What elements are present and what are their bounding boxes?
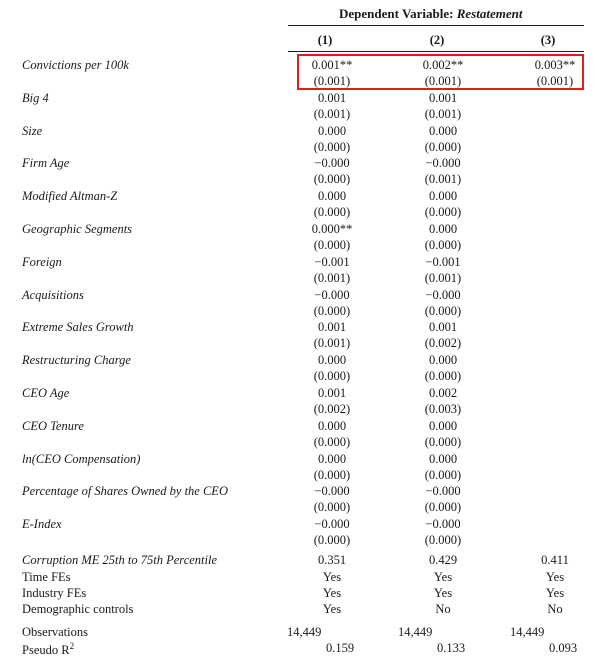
stat-label-superscript: 2 [69,641,75,651]
se-cell: (0.001) [424,172,462,186]
row-label: Foreign [22,255,62,269]
stat-cell: 14,449 [510,625,545,639]
se-cell: (0.000) [313,500,351,514]
se-cell: (0.002) [424,336,462,350]
footer-cell: Yes [433,570,453,584]
coef-cell: 0.000 [428,419,458,433]
coef-cell: 0.000 [428,189,458,203]
row-label: Firm Age [22,156,70,170]
coef-cell: 0.000 [317,353,347,367]
se-cell: (0.000) [313,304,351,318]
coef-cell: 0.003** [534,58,576,72]
footer-label: Time FEs [22,570,71,584]
se-cell: (0.000) [313,435,351,449]
row-label: Geographic Segments [22,222,133,236]
se-cell: (0.000) [313,468,351,482]
se-cell: (0.000) [424,369,462,383]
stat-label-text: Observations [22,625,88,639]
se-cell: (0.000) [424,205,462,219]
footer-label: Corruption ME 25th to 75th Percentile [22,553,218,567]
se-cell: (0.001) [313,74,351,88]
stat-cell: 0.159 [325,641,355,655]
se-cell: (0.003) [424,402,462,416]
se-cell: (0.001) [313,271,351,285]
se-cell: (0.000) [313,172,351,186]
coef-cell: 0.000 [428,452,458,466]
coef-cell: 0.000 [428,222,458,236]
row-label: Percentage of Shares Owned by the CEO [22,484,228,498]
coef-cell: 0.001 [317,320,347,334]
coef-cell: 0.000 [428,124,458,138]
row-label: Big 4 [22,91,49,105]
footer-cell: 0.411 [541,553,569,567]
coef-cell: −0.000 [314,517,350,531]
stat-cell: 14,449 [398,625,433,639]
se-cell: (0.000) [424,304,462,318]
se-cell: (0.000) [313,369,351,383]
coef-cell: 0.002** [422,58,464,72]
se-cell: (0.000) [424,435,462,449]
coef-cell: 0.001 [428,320,458,334]
footer-cell: No [435,602,451,616]
row-label: Size [22,124,43,138]
coef-cell: 0.001 [428,91,458,105]
se-cell: (0.001) [424,107,462,121]
coef-cell: 0.000 [317,124,347,138]
coef-cell: 0.001 [317,386,347,400]
se-cell: (0.000) [424,468,462,482]
coef-cell: −0.001 [425,255,461,269]
coef-cell: 0.000 [317,452,347,466]
stat-cell: 0.093 [548,641,578,655]
stat-cell: 0.133 [436,641,466,655]
coef-cell: 0.000** [311,222,353,236]
se-cell: (0.000) [424,238,462,252]
se-cell: (0.001) [536,74,574,88]
se-cell: (0.000) [313,140,351,154]
coef-cell: −0.000 [425,156,461,170]
header-rule-bottom [288,51,584,52]
dependent-variable-prefix: Dependent Variable: [339,6,457,21]
coef-cell: 0.000 [428,353,458,367]
table-header [339,6,522,22]
se-cell: (0.001) [313,107,351,121]
se-cell: (0.000) [424,533,462,547]
column-header-2: (2) [429,33,445,47]
se-cell: (0.001) [424,74,462,88]
footer-cell: Yes [433,586,453,600]
stat-label [22,625,88,640]
footer-label: Demographic controls [22,602,134,616]
footer-cell: 0.351 [317,553,347,567]
coef-cell: −0.000 [425,484,461,498]
row-label: Modified Altman-Z [22,189,118,203]
footer-cell: Yes [322,570,342,584]
row-label: Convictions per 100k [22,58,129,72]
coef-cell: 0.001 [317,91,347,105]
se-cell: (0.001) [424,271,462,285]
se-cell: (0.000) [313,238,351,252]
footer-cell: Yes [545,586,565,600]
coef-cell: 0.000 [317,189,347,203]
se-cell: (0.000) [313,205,351,219]
stat-label-text: Pseudo R [22,643,70,658]
se-cell: (0.000) [424,140,462,154]
column-header-3: (3) [540,33,556,47]
se-cell: (0.002) [313,402,351,416]
se-cell: (0.000) [313,533,351,547]
footer-cell: Yes [545,570,565,584]
stat-label [22,641,74,658]
coef-cell: −0.000 [425,288,461,302]
column-header-1: (1) [317,33,333,47]
coef-cell: 0.000 [317,419,347,433]
se-cell: (0.000) [424,500,462,514]
coef-cell: −0.000 [314,484,350,498]
coef-cell: 0.002 [428,386,458,400]
coef-cell: 0.001** [311,58,353,72]
row-label: CEO Age [22,386,70,400]
coef-cell: −0.001 [314,255,350,269]
se-cell: (0.001) [313,336,351,350]
dependent-variable-name: Restatement [456,6,523,21]
footer-cell: Yes [322,602,342,616]
row-label: Acquisitions [22,288,84,302]
stat-cell: 14,449 [287,625,322,639]
coef-cell: −0.000 [314,156,350,170]
row-label: Restructuring Charge [22,353,131,367]
row-label: CEO Tenure [22,419,84,433]
coef-cell: −0.000 [425,517,461,531]
footer-label: Industry FEs [22,586,87,600]
coef-cell: −0.000 [314,288,350,302]
row-label: ln(CEO Compensation) [22,452,141,466]
row-label: Extreme Sales Growth [22,320,134,334]
footer-cell: 0.429 [428,553,458,567]
footer-cell: No [547,602,563,616]
row-label: E-Index [22,517,62,531]
footer-cell: Yes [322,586,342,600]
header-rule-top [288,25,584,26]
